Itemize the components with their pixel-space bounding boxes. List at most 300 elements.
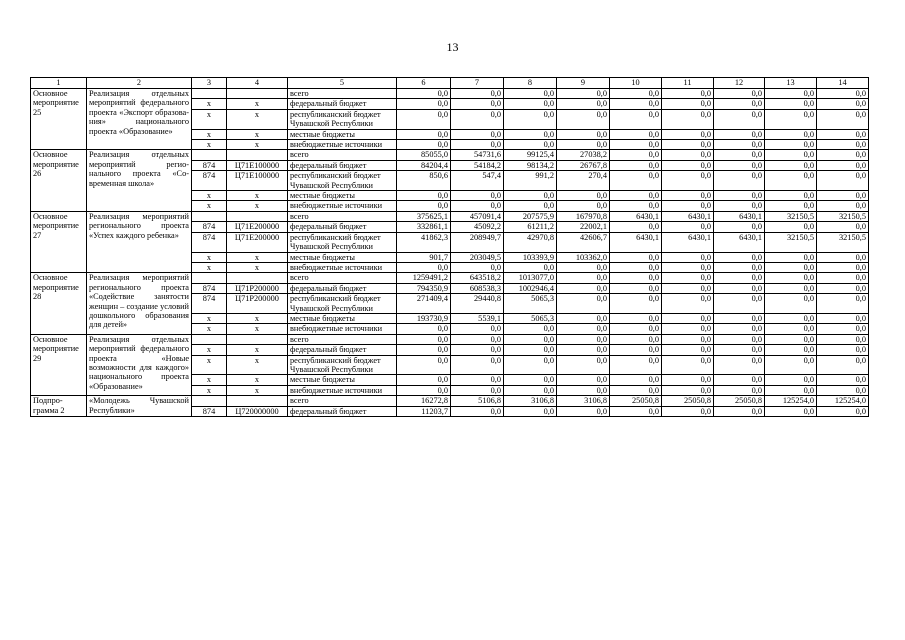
amount-cell: 0,0 [714, 294, 765, 314]
responsible-code [192, 273, 227, 283]
amount-cell: 0,0 [610, 345, 662, 355]
amount-cell: 0,0 [662, 109, 714, 129]
amount-cell: 0,0 [397, 385, 451, 395]
amount-cell: 16272,8 [397, 396, 451, 406]
responsible-code: х [192, 355, 227, 375]
amount-cell: 0,0 [662, 160, 714, 170]
responsible-code [192, 396, 227, 406]
amount-cell: 0,0 [397, 355, 451, 375]
amount-cell: 0,0 [662, 406, 714, 416]
amount-cell: 0,0 [817, 334, 869, 344]
amount-cell: 32150,5 [765, 232, 817, 252]
amount-cell: 0,0 [451, 140, 504, 150]
amount-cell: 0,0 [662, 345, 714, 355]
amount-cell: 32150,5 [817, 232, 869, 252]
amount-cell: 0,0 [557, 109, 610, 129]
amount-cell: 0,0 [557, 375, 610, 385]
amount-cell: 54184,2 [451, 160, 504, 170]
amount-cell: 0,0 [504, 355, 557, 375]
budget-code: х [227, 191, 288, 201]
amount-cell: 0,0 [557, 313, 610, 323]
amount-cell: 0,0 [765, 294, 817, 314]
amount-cell: 0,0 [817, 385, 869, 395]
amount-cell: 0,0 [817, 294, 869, 314]
amount-cell: 0,0 [451, 324, 504, 334]
amount-cell: 850,6 [397, 171, 451, 191]
amount-cell: 203049,5 [451, 252, 504, 262]
amount-cell: 1002946,4 [504, 283, 557, 293]
amount-cell: 207575,9 [504, 211, 557, 221]
amount-cell: 6430,1 [662, 232, 714, 252]
amount-cell: 0,0 [557, 345, 610, 355]
amount-cell: 0,0 [504, 334, 557, 344]
amount-cell: 45092,2 [451, 222, 504, 232]
amount-cell: 608538,3 [451, 283, 504, 293]
amount-cell: 0,0 [662, 334, 714, 344]
amount-cell: 6430,1 [662, 211, 714, 221]
amount-cell: 0,0 [765, 129, 817, 139]
amount-cell: 0,0 [397, 201, 451, 211]
budget-code [227, 150, 288, 160]
amount-cell: 0,0 [662, 355, 714, 375]
amount-cell: 0,0 [714, 160, 765, 170]
amount-cell: 0,0 [714, 262, 765, 272]
amount-cell: 0,0 [765, 89, 817, 99]
amount-cell: 0,0 [817, 355, 869, 375]
responsible-code: х [192, 324, 227, 334]
column-number-row [31, 78, 869, 89]
responsible-code: х [192, 99, 227, 109]
amount-cell: 0,0 [765, 150, 817, 160]
funding-source: республиканский бюджет Чувашской Республики [288, 171, 397, 191]
funding-source: внебюджетные источники [288, 385, 397, 395]
amount-cell: 0,0 [765, 385, 817, 395]
amount-cell: 0,0 [714, 150, 765, 160]
activity-title: Основное мероприятие 26 [31, 150, 87, 211]
amount-cell: 0,0 [610, 160, 662, 170]
responsible-code [192, 334, 227, 344]
amount-cell: 0,0 [451, 109, 504, 129]
amount-cell: 0,0 [504, 375, 557, 385]
amount-cell: 0,0 [714, 109, 765, 129]
amount-cell: 0,0 [662, 375, 714, 385]
responsible-code: 874 [192, 160, 227, 170]
amount-cell: 0,0 [817, 273, 869, 283]
column-number: 3 [192, 78, 227, 89]
amount-cell: 0,0 [451, 201, 504, 211]
amount-cell: 0,0 [765, 406, 817, 416]
amount-cell: 0,0 [765, 334, 817, 344]
column-number: 9 [557, 78, 610, 89]
funding-source: федеральный бюджет [288, 406, 397, 416]
amount-cell: 0,0 [765, 222, 817, 232]
funding-source: всего [288, 89, 397, 99]
funding-source: внебюджетные источники [288, 140, 397, 150]
amount-cell: 0,0 [662, 191, 714, 201]
amount-cell: 0,0 [610, 273, 662, 283]
responsible-code: х [192, 345, 227, 355]
column-number: 4 [227, 78, 288, 89]
amount-cell: 0,0 [451, 99, 504, 109]
amount-cell: 0,0 [817, 222, 869, 232]
amount-cell: 0,0 [557, 294, 610, 314]
amount-cell: 0,0 [817, 109, 869, 129]
amount-cell: 0,0 [714, 140, 765, 150]
amount-cell: 29440,8 [451, 294, 504, 314]
responsible-code: 874 [192, 171, 227, 191]
amount-cell: 0,0 [610, 150, 662, 160]
amount-cell: 0,0 [451, 345, 504, 355]
amount-cell: 0,0 [714, 201, 765, 211]
amount-cell: 25050,8 [662, 396, 714, 406]
budget-code [227, 211, 288, 221]
table-row [31, 396, 869, 406]
budget-code: Ц71Р200000 [227, 294, 288, 314]
table-row [31, 150, 869, 160]
activity-title: Основное мероприятие 27 [31, 211, 87, 272]
amount-cell: 375625,1 [397, 211, 451, 221]
budget-table [30, 77, 869, 417]
amount-cell: 0,0 [662, 283, 714, 293]
funding-source: местные бюджеты [288, 375, 397, 385]
amount-cell: 0,0 [610, 262, 662, 272]
amount-cell: 0,0 [451, 191, 504, 201]
amount-cell: 85055,0 [397, 150, 451, 160]
amount-cell: 794350,9 [397, 283, 451, 293]
amount-cell: 0,0 [557, 324, 610, 334]
amount-cell: 98134,2 [504, 160, 557, 170]
amount-cell: 0,0 [557, 140, 610, 150]
amount-cell: 0,0 [765, 201, 817, 211]
amount-cell: 0,0 [610, 140, 662, 150]
amount-cell: 99125,4 [504, 150, 557, 160]
amount-cell: 0,0 [451, 262, 504, 272]
funding-source: внебюджетные источники [288, 262, 397, 272]
funding-source: всего [288, 334, 397, 344]
funding-source: местные бюджеты [288, 191, 397, 201]
amount-cell: 0,0 [662, 262, 714, 272]
amount-cell: 0,0 [451, 129, 504, 139]
funding-source: внебюджетные источники [288, 324, 397, 334]
budget-code [227, 273, 288, 283]
funding-source: федеральный бюджет [288, 160, 397, 170]
amount-cell: 0,0 [610, 109, 662, 129]
amount-cell: 0,0 [765, 99, 817, 109]
funding-source: федеральный бюджет [288, 283, 397, 293]
amount-cell: 0,0 [817, 201, 869, 211]
amount-cell: 0,0 [765, 345, 817, 355]
budget-code: х [227, 201, 288, 211]
amount-cell: 0,0 [662, 99, 714, 109]
amount-cell: 0,0 [557, 406, 610, 416]
budget-code: х [227, 355, 288, 375]
amount-cell: 0,0 [765, 171, 817, 191]
amount-cell: 6430,1 [714, 232, 765, 252]
table-row [31, 334, 869, 344]
amount-cell: 0,0 [765, 283, 817, 293]
budget-code [227, 89, 288, 99]
amount-cell: 0,0 [714, 375, 765, 385]
amount-cell: 6430,1 [610, 232, 662, 252]
amount-cell: 25050,8 [610, 396, 662, 406]
amount-cell: 0,0 [610, 252, 662, 262]
amount-cell: 125254,0 [765, 396, 817, 406]
amount-cell: 0,0 [504, 385, 557, 395]
responsible-code: 874 [192, 283, 227, 293]
column-number: 8 [504, 78, 557, 89]
activity-description: Реализация отдельных мероприятий федерального проекта «Новые возможности для каждого» национального проекта «Образование» [87, 334, 192, 395]
amount-cell: 0,0 [610, 191, 662, 201]
amount-cell: 5539,1 [451, 313, 504, 323]
activity-description: Реализация мероприятий регионального проекта «Успех каждого ребенка» [87, 211, 192, 272]
amount-cell: 0,0 [817, 191, 869, 201]
amount-cell: 0,0 [765, 160, 817, 170]
amount-cell: 0,0 [557, 273, 610, 283]
amount-cell: 0,0 [817, 406, 869, 416]
activity-title: Основное мероприятие 29 [31, 334, 87, 395]
amount-cell: 0,0 [504, 140, 557, 150]
amount-cell: 0,0 [610, 375, 662, 385]
responsible-code [192, 89, 227, 99]
amount-cell: 547,4 [451, 171, 504, 191]
amount-cell: 0,0 [714, 99, 765, 109]
amount-cell: 5065,3 [504, 313, 557, 323]
budget-code [227, 396, 288, 406]
activity-description: Реализация отдельных мероприятий федерального проекта «Экспорт образования» национального проекта «Образование» [87, 89, 192, 150]
amount-cell: 167970,8 [557, 211, 610, 221]
amount-cell: 0,0 [662, 385, 714, 395]
responsible-code: 874 [192, 232, 227, 252]
amount-cell: 0,0 [714, 334, 765, 344]
funding-source: всего [288, 150, 397, 160]
amount-cell: 32150,5 [817, 211, 869, 221]
amount-cell: 1013077,0 [504, 273, 557, 283]
amount-cell: 0,0 [504, 89, 557, 99]
amount-cell: 0,0 [714, 191, 765, 201]
amount-cell: 0,0 [610, 406, 662, 416]
column-number: 1 [31, 78, 87, 89]
amount-cell: 0,0 [714, 313, 765, 323]
amount-cell: 0,0 [610, 294, 662, 314]
funding-source: местные бюджеты [288, 129, 397, 139]
amount-cell: 0,0 [662, 273, 714, 283]
amount-cell: 0,0 [817, 324, 869, 334]
amount-cell: 84204,4 [397, 160, 451, 170]
responsible-code: х [192, 262, 227, 272]
activity-description: Реализация мероприятий регионального проекта «Содействие занятости женщин – создание условий дошкольного образования для детей» [87, 273, 192, 334]
amount-cell: 0,0 [397, 109, 451, 129]
amount-cell: 0,0 [397, 334, 451, 344]
amount-cell: 0,0 [714, 406, 765, 416]
budget-code: Ц720000000 [227, 406, 288, 416]
column-number: 2 [87, 78, 192, 89]
amount-cell: 25050,8 [714, 396, 765, 406]
amount-cell: 0,0 [397, 140, 451, 150]
amount-cell: 125254,0 [817, 396, 869, 406]
amount-cell: 0,0 [714, 273, 765, 283]
amount-cell: 332861,1 [397, 222, 451, 232]
amount-cell: 0,0 [714, 171, 765, 191]
amount-cell: 0,0 [765, 273, 817, 283]
funding-source: местные бюджеты [288, 313, 397, 323]
budget-code: х [227, 129, 288, 139]
amount-cell: 0,0 [397, 99, 451, 109]
responsible-code: х [192, 129, 227, 139]
budget-code: Ц71Е200000 [227, 222, 288, 232]
amount-cell: 0,0 [610, 385, 662, 395]
amount-cell: 0,0 [662, 294, 714, 314]
funding-source: республиканский бюджет Чувашской Республики [288, 355, 397, 375]
amount-cell: 0,0 [504, 262, 557, 272]
amount-cell: 5065,3 [504, 294, 557, 314]
column-number: 5 [288, 78, 397, 89]
responsible-code: х [192, 140, 227, 150]
amount-cell: 0,0 [451, 89, 504, 99]
table-row [31, 89, 869, 99]
budget-code: х [227, 385, 288, 395]
activity-title: Основное мероприятие 28 [31, 273, 87, 334]
amount-cell: 0,0 [765, 109, 817, 129]
amount-cell: 0,0 [610, 171, 662, 191]
funding-source: федеральный бюджет [288, 222, 397, 232]
budget-code: х [227, 345, 288, 355]
amount-cell: 0,0 [817, 283, 869, 293]
amount-cell: 0,0 [397, 375, 451, 385]
amount-cell: 991,2 [504, 171, 557, 191]
amount-cell: 0,0 [817, 89, 869, 99]
amount-cell: 0,0 [714, 222, 765, 232]
amount-cell: 22002,1 [557, 222, 610, 232]
amount-cell: 103362,0 [557, 252, 610, 262]
amount-cell: 0,0 [504, 109, 557, 129]
budget-code: х [227, 99, 288, 109]
amount-cell: 0,0 [451, 375, 504, 385]
amount-cell: 0,0 [504, 99, 557, 109]
funding-source: всего [288, 273, 397, 283]
table-body [31, 78, 869, 417]
amount-cell: 0,0 [504, 129, 557, 139]
amount-cell: 0,0 [817, 160, 869, 170]
amount-cell: 0,0 [504, 324, 557, 334]
amount-cell: 0,0 [451, 385, 504, 395]
funding-source: федеральный бюджет [288, 99, 397, 109]
amount-cell: 0,0 [817, 375, 869, 385]
amount-cell: 0,0 [765, 313, 817, 323]
amount-cell: 0,0 [765, 375, 817, 385]
amount-cell: 0,0 [397, 191, 451, 201]
amount-cell: 270,4 [557, 171, 610, 191]
amount-cell: 271409,4 [397, 294, 451, 314]
amount-cell: 0,0 [765, 252, 817, 262]
amount-cell: 0,0 [714, 385, 765, 395]
funding-source: местные бюджеты [288, 252, 397, 262]
amount-cell: 0,0 [662, 140, 714, 150]
amount-cell: 643518,2 [451, 273, 504, 283]
responsible-code: х [192, 385, 227, 395]
responsible-code: х [192, 191, 227, 201]
responsible-code [192, 150, 227, 160]
amount-cell: 5106,8 [451, 396, 504, 406]
amount-cell: 0,0 [817, 140, 869, 150]
responsible-code: х [192, 313, 227, 323]
amount-cell: 0,0 [610, 201, 662, 211]
budget-code: х [227, 375, 288, 385]
amount-cell: 3106,8 [504, 396, 557, 406]
amount-cell: 901,7 [397, 252, 451, 262]
amount-cell: 0,0 [714, 283, 765, 293]
amount-cell: 0,0 [662, 171, 714, 191]
responsible-code: х [192, 375, 227, 385]
amount-cell: 0,0 [610, 99, 662, 109]
funding-source: федеральный бюджет [288, 345, 397, 355]
amount-cell: 193730,9 [397, 313, 451, 323]
responsible-code: 874 [192, 222, 227, 232]
budget-code: х [227, 109, 288, 129]
amount-cell: 0,0 [610, 355, 662, 375]
amount-cell: 0,0 [557, 201, 610, 211]
amount-cell: 54731,6 [451, 150, 504, 160]
amount-cell: 0,0 [557, 334, 610, 344]
amount-cell: 0,0 [817, 345, 869, 355]
amount-cell: 0,0 [610, 89, 662, 99]
budget-code: х [227, 324, 288, 334]
amount-cell: 27038,2 [557, 150, 610, 160]
column-number: 12 [714, 78, 765, 89]
amount-cell: 0,0 [504, 406, 557, 416]
amount-cell: 3106,8 [557, 396, 610, 406]
responsible-code: 874 [192, 406, 227, 416]
amount-cell: 42606,7 [557, 232, 610, 252]
amount-cell: 0,0 [610, 283, 662, 293]
page-number: 13 [446, 40, 459, 54]
amount-cell: 0,0 [557, 355, 610, 375]
amount-cell: 0,0 [610, 313, 662, 323]
amount-cell: 0,0 [557, 283, 610, 293]
amount-cell: 0,0 [817, 252, 869, 262]
activity-title: Подпрограмма 2 [31, 396, 87, 417]
amount-cell: 0,0 [765, 191, 817, 201]
amount-cell: 0,0 [765, 355, 817, 375]
amount-cell: 0,0 [662, 222, 714, 232]
column-number: 13 [765, 78, 817, 89]
responsible-code: х [192, 109, 227, 129]
amount-cell: 208949,7 [451, 232, 504, 252]
amount-cell: 6430,1 [610, 211, 662, 221]
amount-cell: 0,0 [504, 345, 557, 355]
amount-cell: 457091,4 [451, 211, 504, 221]
funding-source: республиканский бюджет Чувашской Республики [288, 294, 397, 314]
funding-source: всего [288, 211, 397, 221]
amount-cell: 0,0 [662, 201, 714, 211]
amount-cell: 0,0 [817, 313, 869, 323]
budget-code: х [227, 252, 288, 262]
column-number: 7 [451, 78, 504, 89]
amount-cell: 0,0 [817, 99, 869, 109]
budget-code: х [227, 262, 288, 272]
activity-description: Реализация отдельных мероприятий регионального проекта «Современная школа» [87, 150, 192, 211]
funding-source: внебюджетные источники [288, 201, 397, 211]
budget-code [227, 334, 288, 344]
amount-cell: 0,0 [714, 355, 765, 375]
table-row [31, 211, 869, 221]
budget-code: Ц71Е100000 [227, 160, 288, 170]
amount-cell: 1259491,2 [397, 273, 451, 283]
amount-cell: 0,0 [662, 252, 714, 262]
amount-cell: 0,0 [397, 345, 451, 355]
amount-cell: 0,0 [662, 313, 714, 323]
amount-cell: 0,0 [610, 129, 662, 139]
amount-cell: 0,0 [817, 171, 869, 191]
